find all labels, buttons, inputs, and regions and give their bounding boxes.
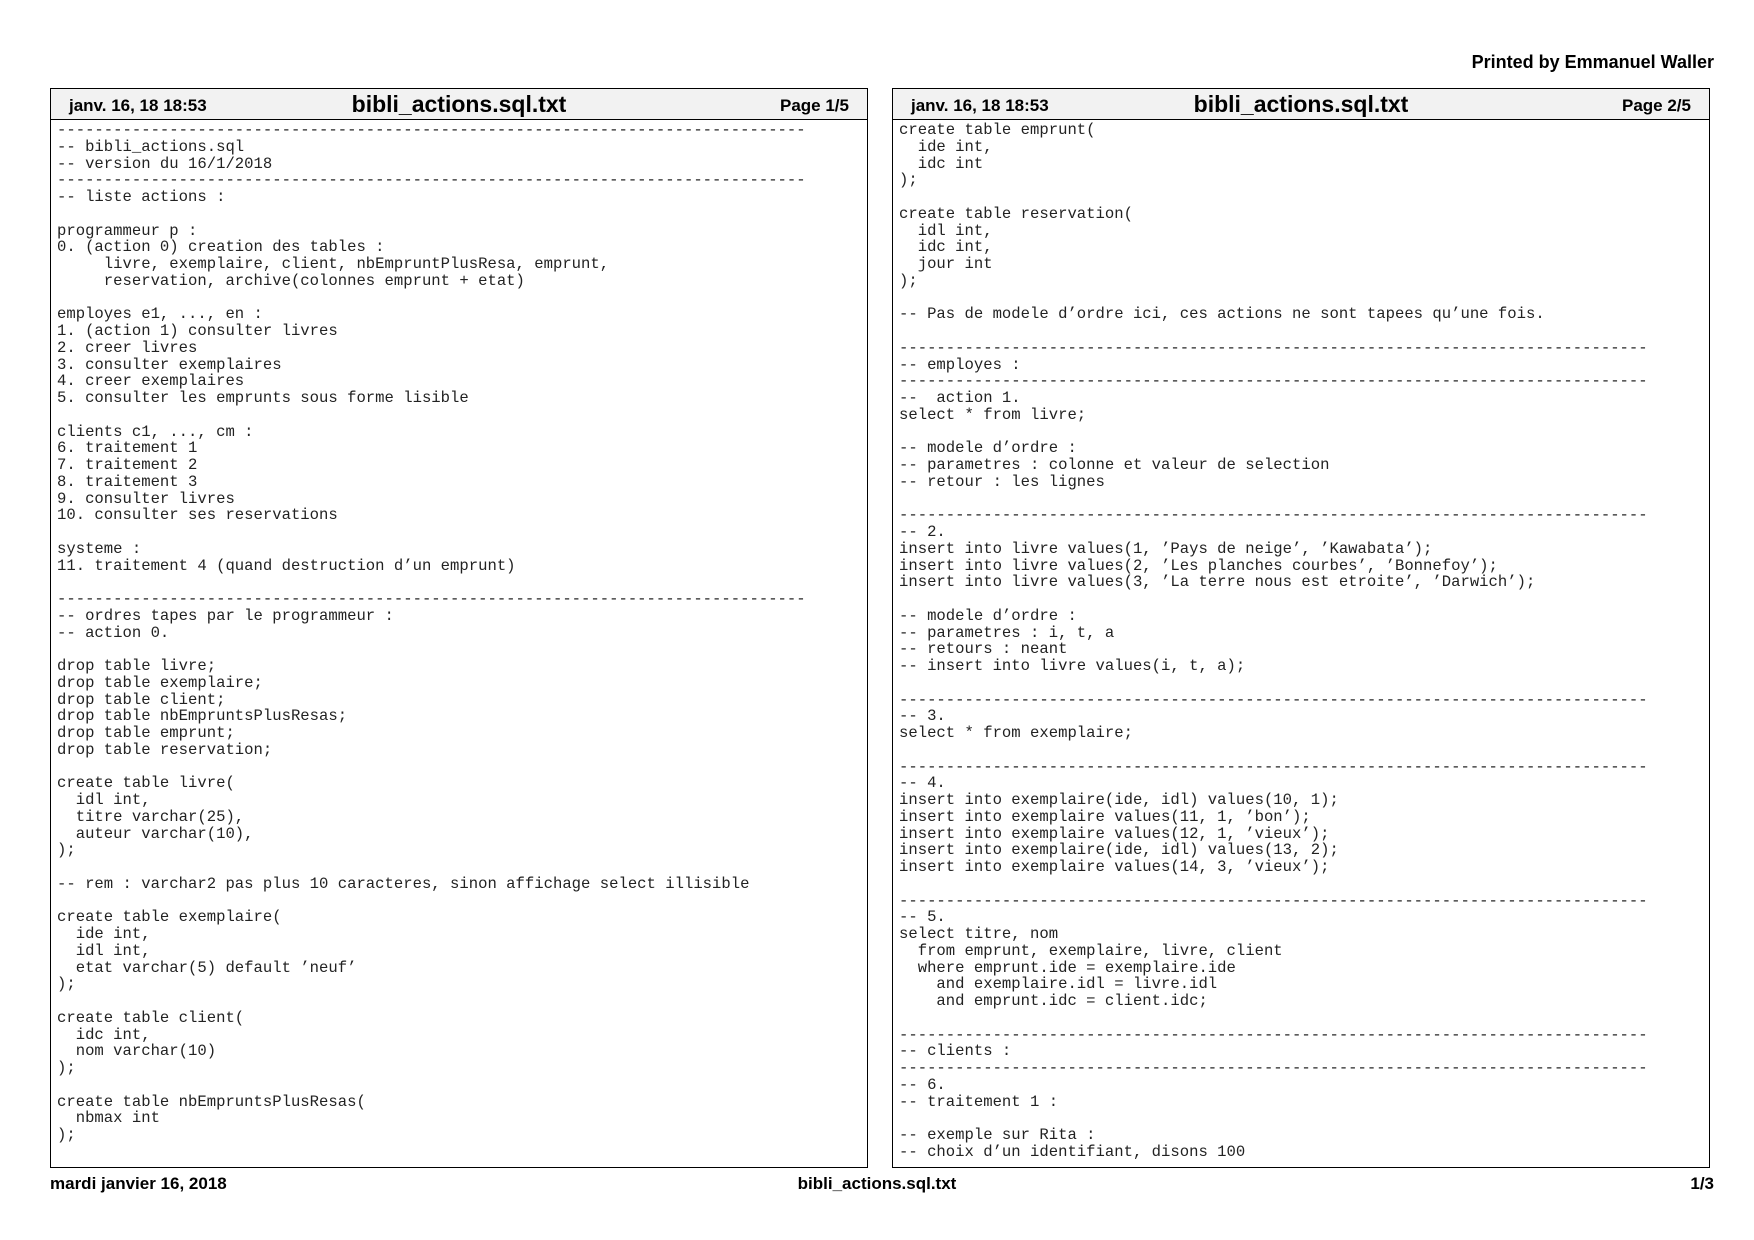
page-title: bibli_actions.sql.txt xyxy=(1193,91,1409,117)
printed-by-label: Printed by Emmanuel Waller xyxy=(1471,52,1714,72)
footer-date: mardi janvier 16, 2018 xyxy=(50,1174,227,1193)
page-date: janv. 16, 18 18:53 xyxy=(911,96,1049,115)
code-listing: create table emprunt( ide int, idc int ); create table reservation( idl int, idc int, jour int ); -- Pas de modele d’ordre ici, ces actions ne sont tapees qu’une fois. -------------------------------------------------------------------------------- -- employes : -------------------------------------------------------------------------------- -- action 1. select * from livre; -- modele d’ordre : -- parametres : colonne et valeur de selection -- retour : les lignes -------------------------------------------------------------------------------- -- 2. insert into livre values(1, ’Pays de neige’, ’Kawabata’); insert into livre values(2, ’Les planches courbes’, ’Bonnefoy’); insert into livre values(3, ’La terre nous est etroite’, ’Darwich’); -- modele d’ordre : -- parametres : i, t, a -- retours : neant -- insert into livre values(i, t, a); -------------------------------------------------------------------------------- -- 3. select * from exemplaire; -------------------------------------------------------------------------------- -- 4. insert into exemplaire(ide, idl) values(10, 1); insert into exemplaire values(11, 1, ’bon’); insert into exemplaire values(12, 1, ’vieux’); insert into exemplaire(ide, idl) values(13, 2); insert into exemplaire values(14, 3, ’vieux’); -------------------------------------------------------------------------------- -- 5. select titre, nom from emprunt, exemplaire, livre, client where emprunt.ide = exemplaire.ide and exemplaire.idl = livre.idl and emprunt.idc = client.idc; -------------------------------------------------------------------------------- -- clients : -------------------------------------------------------------------------------- -- 6. -- traitement 1 : -- exemple sur Rita : -- choix d’un identifiant, disons 100 xyxy=(899,121,1648,1161)
page-date: janv. 16, 18 18:53 xyxy=(69,96,207,115)
page-header xyxy=(51,89,867,120)
footer-sheet-number: 1/3 xyxy=(1690,1174,1714,1193)
footer-filename: bibli_actions.sql.txt xyxy=(797,1174,957,1193)
page-number: Page 2/5 xyxy=(1622,96,1691,115)
page-number: Page 1/5 xyxy=(780,96,849,115)
page-1 xyxy=(50,88,868,1168)
page-title: bibli_actions.sql.txt xyxy=(351,91,567,117)
page-2 xyxy=(892,88,1710,1168)
page-header xyxy=(893,89,1709,120)
code-listing: -------------------------------------------------------------------------------- -- bibli_actions.sql -- version du 16/1/2018 -------------------------------------------------------------------------------- -- liste actions : programmeur p : 0. (action 0) creation des tables : livre, exemplaire, client, nbEmpruntPlusResa, emprunt, reservation, archive(colonnes emprunt + etat) employes e1, ..., en : 1. (action 1) consulter livres 2. creer livres 3. consulter exemplaires 4. creer exemplaires 5. consulter les emprunts sous forme lisible clients c1, ..., cm : 6. traitement 1 7. traitement 2 8. traitement 3 9. consulter livres 10. consulter ses reservations systeme : 11. traitement 4 (quand destruction d’un emprunt) -------------------------------------------------------------------------------- -- ordres tapes par le programmeur : -- action 0. drop table livre; drop table exemplaire; drop table client; drop table nbEmpruntsPlusResas; drop table emprunt; drop table reservation; create table livre( idl int, titre varchar(25), auteur varchar(10), ); -- rem : varchar2 pas plus 10 caracteres, sinon affichage select illisible create table exemplaire( ide int, idl int, etat varchar(5) default ’neuf’ ); create table client( idc int, nom varchar(10) ); create table nbEmpruntsPlusResas( nbmax int ); xyxy=(57,121,806,1144)
